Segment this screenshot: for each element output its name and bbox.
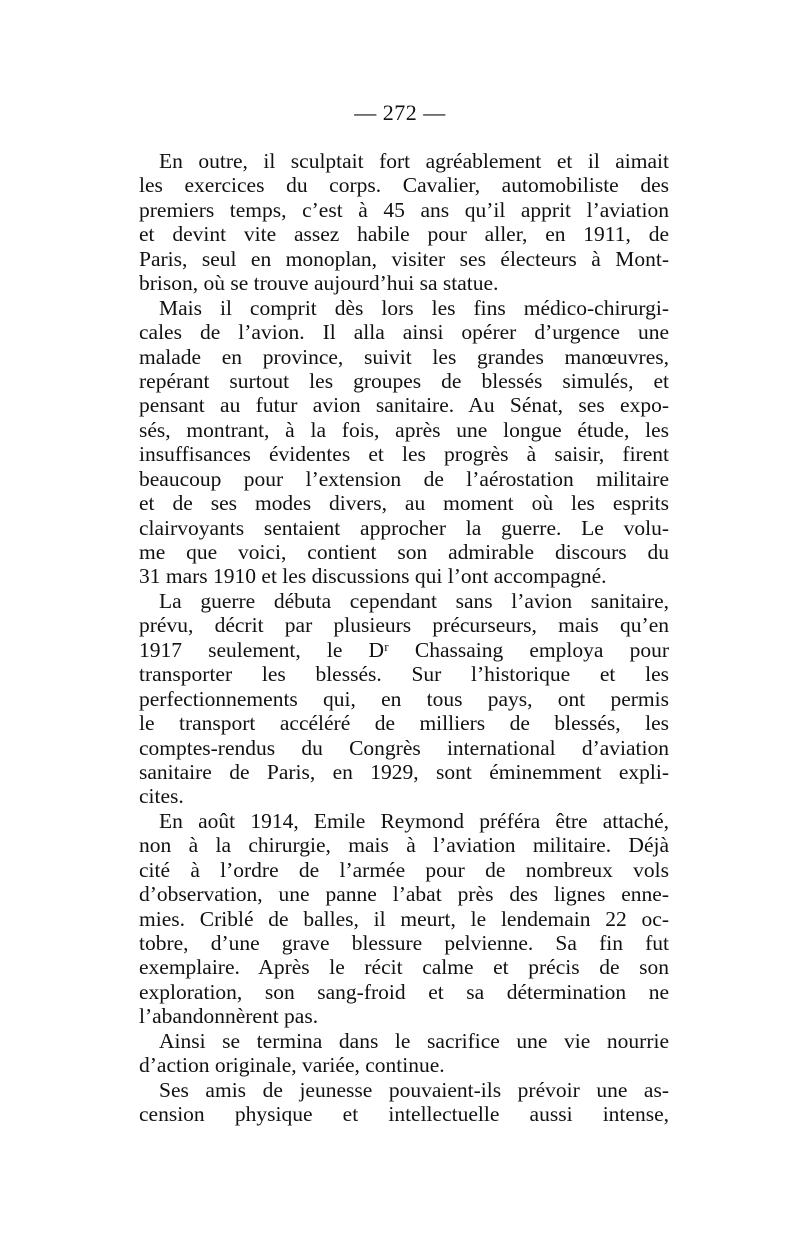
text-line: perfectionnements qui, en tous pays, ont permis	[139, 686, 669, 711]
text-line: les exercices du corps. Cavalier, automobiliste des	[139, 173, 669, 198]
paragraph	[139, 809, 669, 1029]
text-line: et devint vite assez habile pour aller, en 1911, de	[139, 222, 669, 247]
text-line: sés, montrant, à la fois, après une longue étude, les	[139, 417, 669, 442]
text-line: exploration, son sang-froid et sa détermination ne	[139, 979, 669, 1004]
paragraph	[139, 589, 669, 809]
text-line: transporter les blessés. Sur l’historique et les	[139, 662, 669, 687]
text-line: clairvoyants sentaient approcher la guerre. Le volu-	[139, 515, 669, 540]
text-line: 1917 seulement, le Dʳ Chassaing employa pour	[139, 637, 669, 662]
text-line: tobre, d’une grave blessure pelvienne. Sa fin fut	[139, 931, 669, 955]
text-line: premiers temps, c’est à 45 ans qu’il apprit l’aviation	[139, 197, 669, 222]
text-line: sanitaire de Paris, en 1929, sont éminemment expli-	[139, 759, 669, 784]
paragraph	[139, 1029, 669, 1078]
page-number: — 272 —	[354, 100, 446, 125]
text-line: et de ses modes divers, au moment où les esprits	[139, 491, 669, 516]
text-line: l’abandonnèrent pas.	[139, 1004, 319, 1029]
text-line: exemplaire. Après le récit calme et précis de son	[139, 955, 669, 980]
text-line: repérant surtout les groupes de blessés simulés, et	[139, 368, 669, 393]
text-line: Mais il comprit dès lors les fins médico-chirurgi-	[159, 295, 669, 320]
text-line: cité à l’ordre de l’armée pour de nombreux vols	[139, 857, 669, 882]
text-line: Ainsi se termina dans le sacrifice une vie nourrie	[159, 1028, 669, 1053]
text-line: En outre, il sculptait fort agréablement et il aimait	[159, 149, 669, 173]
text-line: me que voici, contient son admirable discours du	[139, 540, 669, 564]
text-line: d’observation, une panne l’abat près des lignes enne-	[139, 882, 669, 907]
text-line: 31 mars 1910 et les discussions qui l’ont accompagné.	[139, 564, 607, 589]
text-line: cites.	[139, 784, 184, 809]
text-line: brison, où se trouve aujourd’hui sa statue.	[139, 271, 499, 296]
paragraph	[139, 149, 669, 296]
text-line: malade en province, suivit les grandes manœuvres,	[139, 344, 669, 369]
text-line: En août 1914, Emile Reymond préféra être attaché,	[159, 808, 669, 833]
text-line: mies. Criblé de balles, il meurt, le lendemain 22 oc-	[139, 906, 669, 931]
text-line: prévu, décrit par plusieurs précurseurs, mais qu’en	[139, 613, 669, 638]
text-line: comptes-rendus du Congrès international d’aviation	[139, 735, 669, 760]
paragraph	[139, 1078, 669, 1127]
text-line: non à la chirurgie, mais à l’aviation militaire. Déjà	[139, 833, 669, 858]
text-line: insuffisances évidentes et les progrès à saisir, firent	[139, 442, 669, 467]
text-line: Ses amis de jeunesse pouvaient-ils prévoir une as-	[159, 1077, 669, 1102]
text-line: cales de l’avion. Il alla ainsi opérer d’urgence une	[139, 320, 669, 345]
paragraph	[139, 296, 669, 589]
text-line: beaucoup pour l’extension de l’aérostation militaire	[139, 466, 669, 491]
text-line: La guerre débuta cependant sans l’avion sanitaire,	[159, 588, 669, 613]
body-text	[139, 149, 669, 1127]
text-line: pensant au futur avion sanitaire. Au Sénat, ses expo-	[139, 393, 669, 418]
text-line: le transport accéléré de milliers de blessés, les	[139, 711, 669, 736]
text-line: cension physique et intellectuelle aussi intense,	[139, 1102, 669, 1127]
text-line: Paris, seul en monoplan, visiter ses électeurs à Mont-	[139, 246, 669, 271]
text-line: d’action originale, variée, continue.	[139, 1053, 445, 1078]
